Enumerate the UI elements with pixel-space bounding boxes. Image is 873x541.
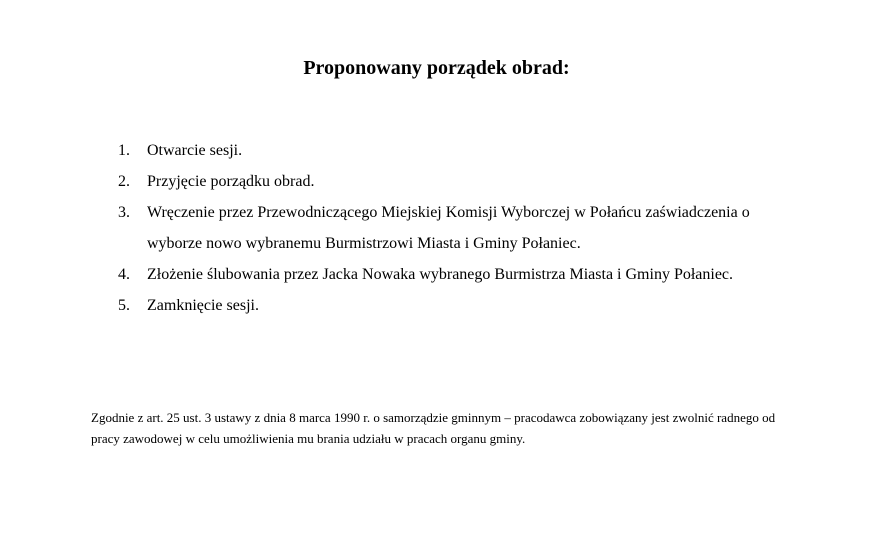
agenda-item-2 [118, 166, 798, 197]
agenda-item-text: Wręczenie przez Przewodniczącego Miejskiej Komisji Wyborczej w Połańcu zaświadczenia o wyborze nowo wybranemu Burmistrzowi Miasta i Gminy Połaniec. [147, 204, 750, 252]
page-title: Proponowany porządek obrad: [303, 57, 570, 79]
agenda-item-text: Złożenie ślubowania przez Jacka Nowaka wybranego Burmistrza Miasta i Gminy Połaniec. [147, 266, 734, 283]
agenda-item-number: 1. [118, 142, 130, 159]
agenda-item-text: Otwarcie sesji. [147, 142, 243, 159]
agenda-item-text: Przyjęcie porządku obrad. [147, 173, 315, 190]
agenda-item-number: 5. [118, 297, 130, 314]
agenda-item-number: 3. [118, 204, 130, 221]
agenda-list [118, 135, 798, 321]
agenda-item-1 [118, 135, 798, 166]
agenda-item-number: 2. [118, 173, 130, 190]
legal-note: Zgodnie z art. 25 ust. 3 ustawy z dnia 8 marca 1990 r. o samorządzie gminnym – pracodawca zobowiązany jest zwolnić radnego od pracy zawodowej w celu umożliwienia mu brania udziału w pracach organu gminy. [91, 410, 776, 446]
agenda-item-number: 4. [118, 266, 130, 283]
agenda-item-5 [118, 290, 798, 321]
agenda-item-4 [118, 259, 798, 290]
agenda-item-text: Zamknięcie sesji. [147, 297, 259, 314]
agenda-item-3 [118, 197, 798, 259]
